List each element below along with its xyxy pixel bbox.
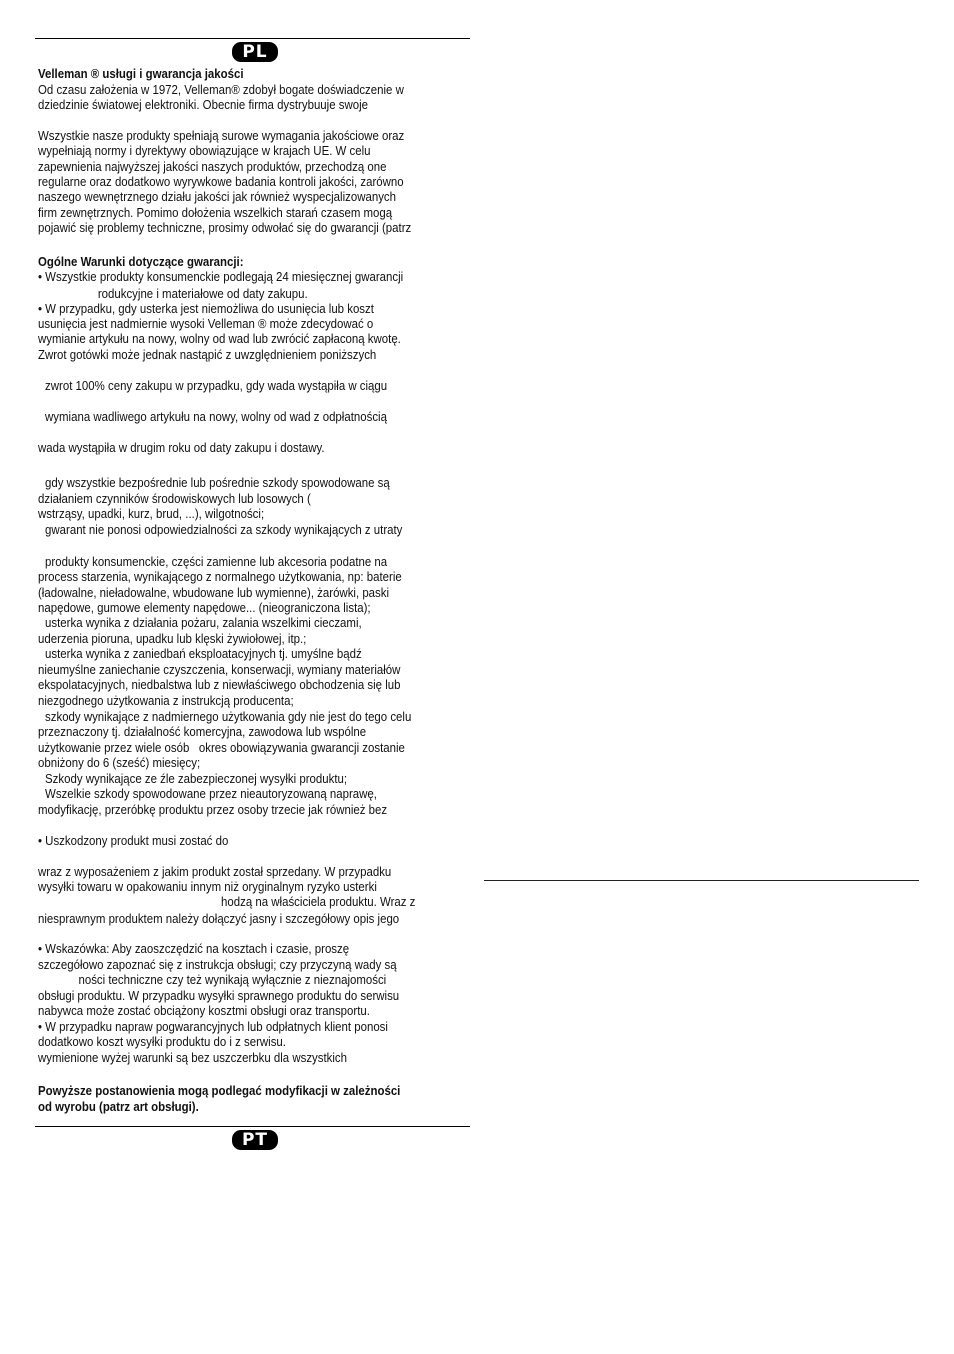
- text-line: wraz z wyposażeniem z jakim produkt został sprzedany. W przypadku: [38, 864, 392, 879]
- text-line: wymianie artykułu na nowy, wolny od wad lub zwrócić zapłaconą kwotę.: [38, 331, 401, 346]
- text-line: wypełniają normy i dyrektywy obowiązujące w krajach UE. W celu: [38, 143, 371, 158]
- language-badge-pt: PT: [232, 1130, 278, 1150]
- footnote-bold: od wyrobu (patrz art obsługi).: [38, 1099, 199, 1114]
- text-line: wymiana wadliwego artykułu na nowy, wolny od wad z odpłatnością: [45, 409, 387, 424]
- conditions-heading: Ogólne Warunki dotyczące gwarancji:: [38, 254, 244, 269]
- text-line: usterka wynika z działania pożaru, zalania wszelkimi cieczami,: [45, 615, 362, 630]
- text-line: ności techniczne czy też wynikają wyłącznie z nieznajomości: [78, 972, 387, 987]
- text-line: firm zewnętrznych. Pomimo dołożenia wszelkich starań czasem mogą: [38, 205, 393, 220]
- text-line: Wszystkie nasze produkty spełniają surowe wymagania jakościowe oraz: [38, 128, 405, 143]
- right-column-rule: [484, 880, 919, 881]
- text-line: (ładowalne, nieładowalne, wbudowane lub wymienne), żarówki, paski: [38, 585, 390, 600]
- text-line: Od czasu założenia w 1972, Velleman® zdobył bogate doświadczenie w: [38, 82, 404, 97]
- text-line: • W przypadku napraw pogwarancyjnych lub odpłatnych klient ponosi: [38, 1019, 388, 1034]
- top-rule: [35, 38, 470, 39]
- text-line: niezgodnego użytkowania z instrukcją producenta;: [38, 693, 294, 708]
- text-line: naszego wewnętrznego działu jakości jak również wyspecjalizowanych: [38, 189, 397, 204]
- text-line: hodzą na właściciela produktu. Wraz z: [221, 894, 416, 909]
- text-line: pojawić się problemy techniczne, prosimy odwołać się do gwarancji (patrz: [38, 220, 412, 235]
- text-line: dziedzinie światowej elektroniki. Obecnie firma dystrybuuje swoje: [38, 97, 369, 112]
- text-line: użytkowanie przez wiele osób okres obowiązywania gwarancji zostanie: [38, 740, 405, 755]
- text-line: szkody wynikające z nadmiernego użytkowania gdy nie jest do tego celu: [45, 709, 412, 724]
- text-line: rodukcyjne i materiałowe od daty zakupu.: [97, 286, 308, 301]
- text-line: • Wszystkie produkty konsumenckie podlegają 24 miesięcznej gwarancji: [38, 269, 404, 284]
- text-line: ekspolatacyjnych, niedbalstwa lub z niewłaściwego obchodzenia się lub: [38, 677, 401, 692]
- text-line: szczegółowo zapoznać się z instrukcja obsługi; czy przyczyną wady są: [38, 957, 397, 972]
- text-line: modyfikację, przeróbkę produktu przez osoby trzecie jak również bez: [38, 802, 388, 817]
- text-line: przeznaczony tj. działalność komercyjna, zawodowa lub wspólne: [38, 724, 367, 739]
- text-line: zapewnienia najwyższej jakości naszych produktów, przechodzą one: [38, 159, 387, 174]
- text-line: Szkody wynikające ze źle zabezpieczonej wysyłki produktu;: [45, 771, 348, 786]
- text-line: nabywca może zostać obciążony kosztmi obsługi oraz transportu.: [38, 1003, 370, 1018]
- text-line: wada wystąpiła w drugim roku od daty zakupu i dostawy.: [38, 440, 325, 455]
- text-line: • Wskazówka: Aby zaoszczędzić na kosztach i czasie, proszę: [38, 941, 350, 956]
- text-line: zwrot 100% ceny zakupu w przypadku, gdy wada wystąpiła w ciągu: [45, 378, 388, 393]
- footnote-bold: Powyższe postanowienia mogą podlegać modyfikacji w zależności: [38, 1083, 401, 1098]
- text-line: gdy wszystkie bezpośrednie lub pośrednie szkody spowodowane są: [45, 475, 390, 490]
- text-line: niesprawnym produktem należy dołączyć jasny i szczegółowy opis jego: [38, 911, 400, 926]
- text-line: usunięcia jest nadmiernie wysoki Velleman ® może zdecydować o: [38, 316, 374, 331]
- text-line: • Uszkodzony produkt musi zostać do: [38, 833, 229, 848]
- text-line: napędowe, gumowe elementy napędowe... (nieograniczona lista);: [38, 600, 371, 615]
- text-line: obniżony do 6 (sześć) miesięcy;: [38, 755, 201, 770]
- section-heading: Velleman ® usługi i gwarancja jakości: [38, 66, 244, 81]
- text-line: gwarant nie ponosi odpowiedzialności za szkody wynikających z utraty: [45, 522, 403, 537]
- text-line: regularne oraz dodatkowo wyrywkowe badania kontroli jakości, zarówno: [38, 174, 404, 189]
- text-line: obsługi produktu. W przypadku wysyłki sprawnego produktu do serwisu: [38, 988, 400, 1003]
- text-line: produkty konsumenckie, części zamienne lub akcesoria podatne na: [45, 554, 388, 569]
- text-line: wymienione wyżej warunki są bez uszczerbku dla wszystkich: [38, 1050, 348, 1065]
- text-line: • W przypadku, gdy usterka jest niemożliwa do usunięcia lub koszt: [38, 301, 374, 316]
- text-line: wstrząsy, upadki, kurz, brud, ...), wilgotności;: [38, 506, 265, 521]
- text-line: działaniem czynników środowiskowych lub losowych (: [38, 491, 311, 506]
- text-line: Zwrot gotówki może jednak nastąpić z uwzględnieniem poniższych: [38, 347, 377, 362]
- bottom-rule: [35, 1126, 470, 1127]
- text-line: uderzenia pioruna, upadku lub klęski żywiołowej, itp.;: [38, 631, 307, 646]
- text-line: process starzenia, wynikającego z normalnego użytkowania, np: baterie: [38, 569, 402, 584]
- text-line: dodatkowo koszt wysyłki produktu do i z serwisu.: [38, 1034, 286, 1049]
- text-line: nieumyślne zaniechanie czyszczenia, konserwacji, wymiany materiałów: [38, 662, 401, 677]
- language-badge-pl: PL: [232, 42, 278, 62]
- text-line: Wszelkie szkody spowodowane przez nieautoryzowaną naprawę,: [45, 786, 377, 801]
- text-line: wysyłki towaru w opakowaniu innym niż oryginalnym ryzyko usterki: [38, 879, 377, 894]
- text-line: usterka wynika z zaniedbań eksploatacyjnych tj. umyślne bądź: [45, 646, 362, 661]
